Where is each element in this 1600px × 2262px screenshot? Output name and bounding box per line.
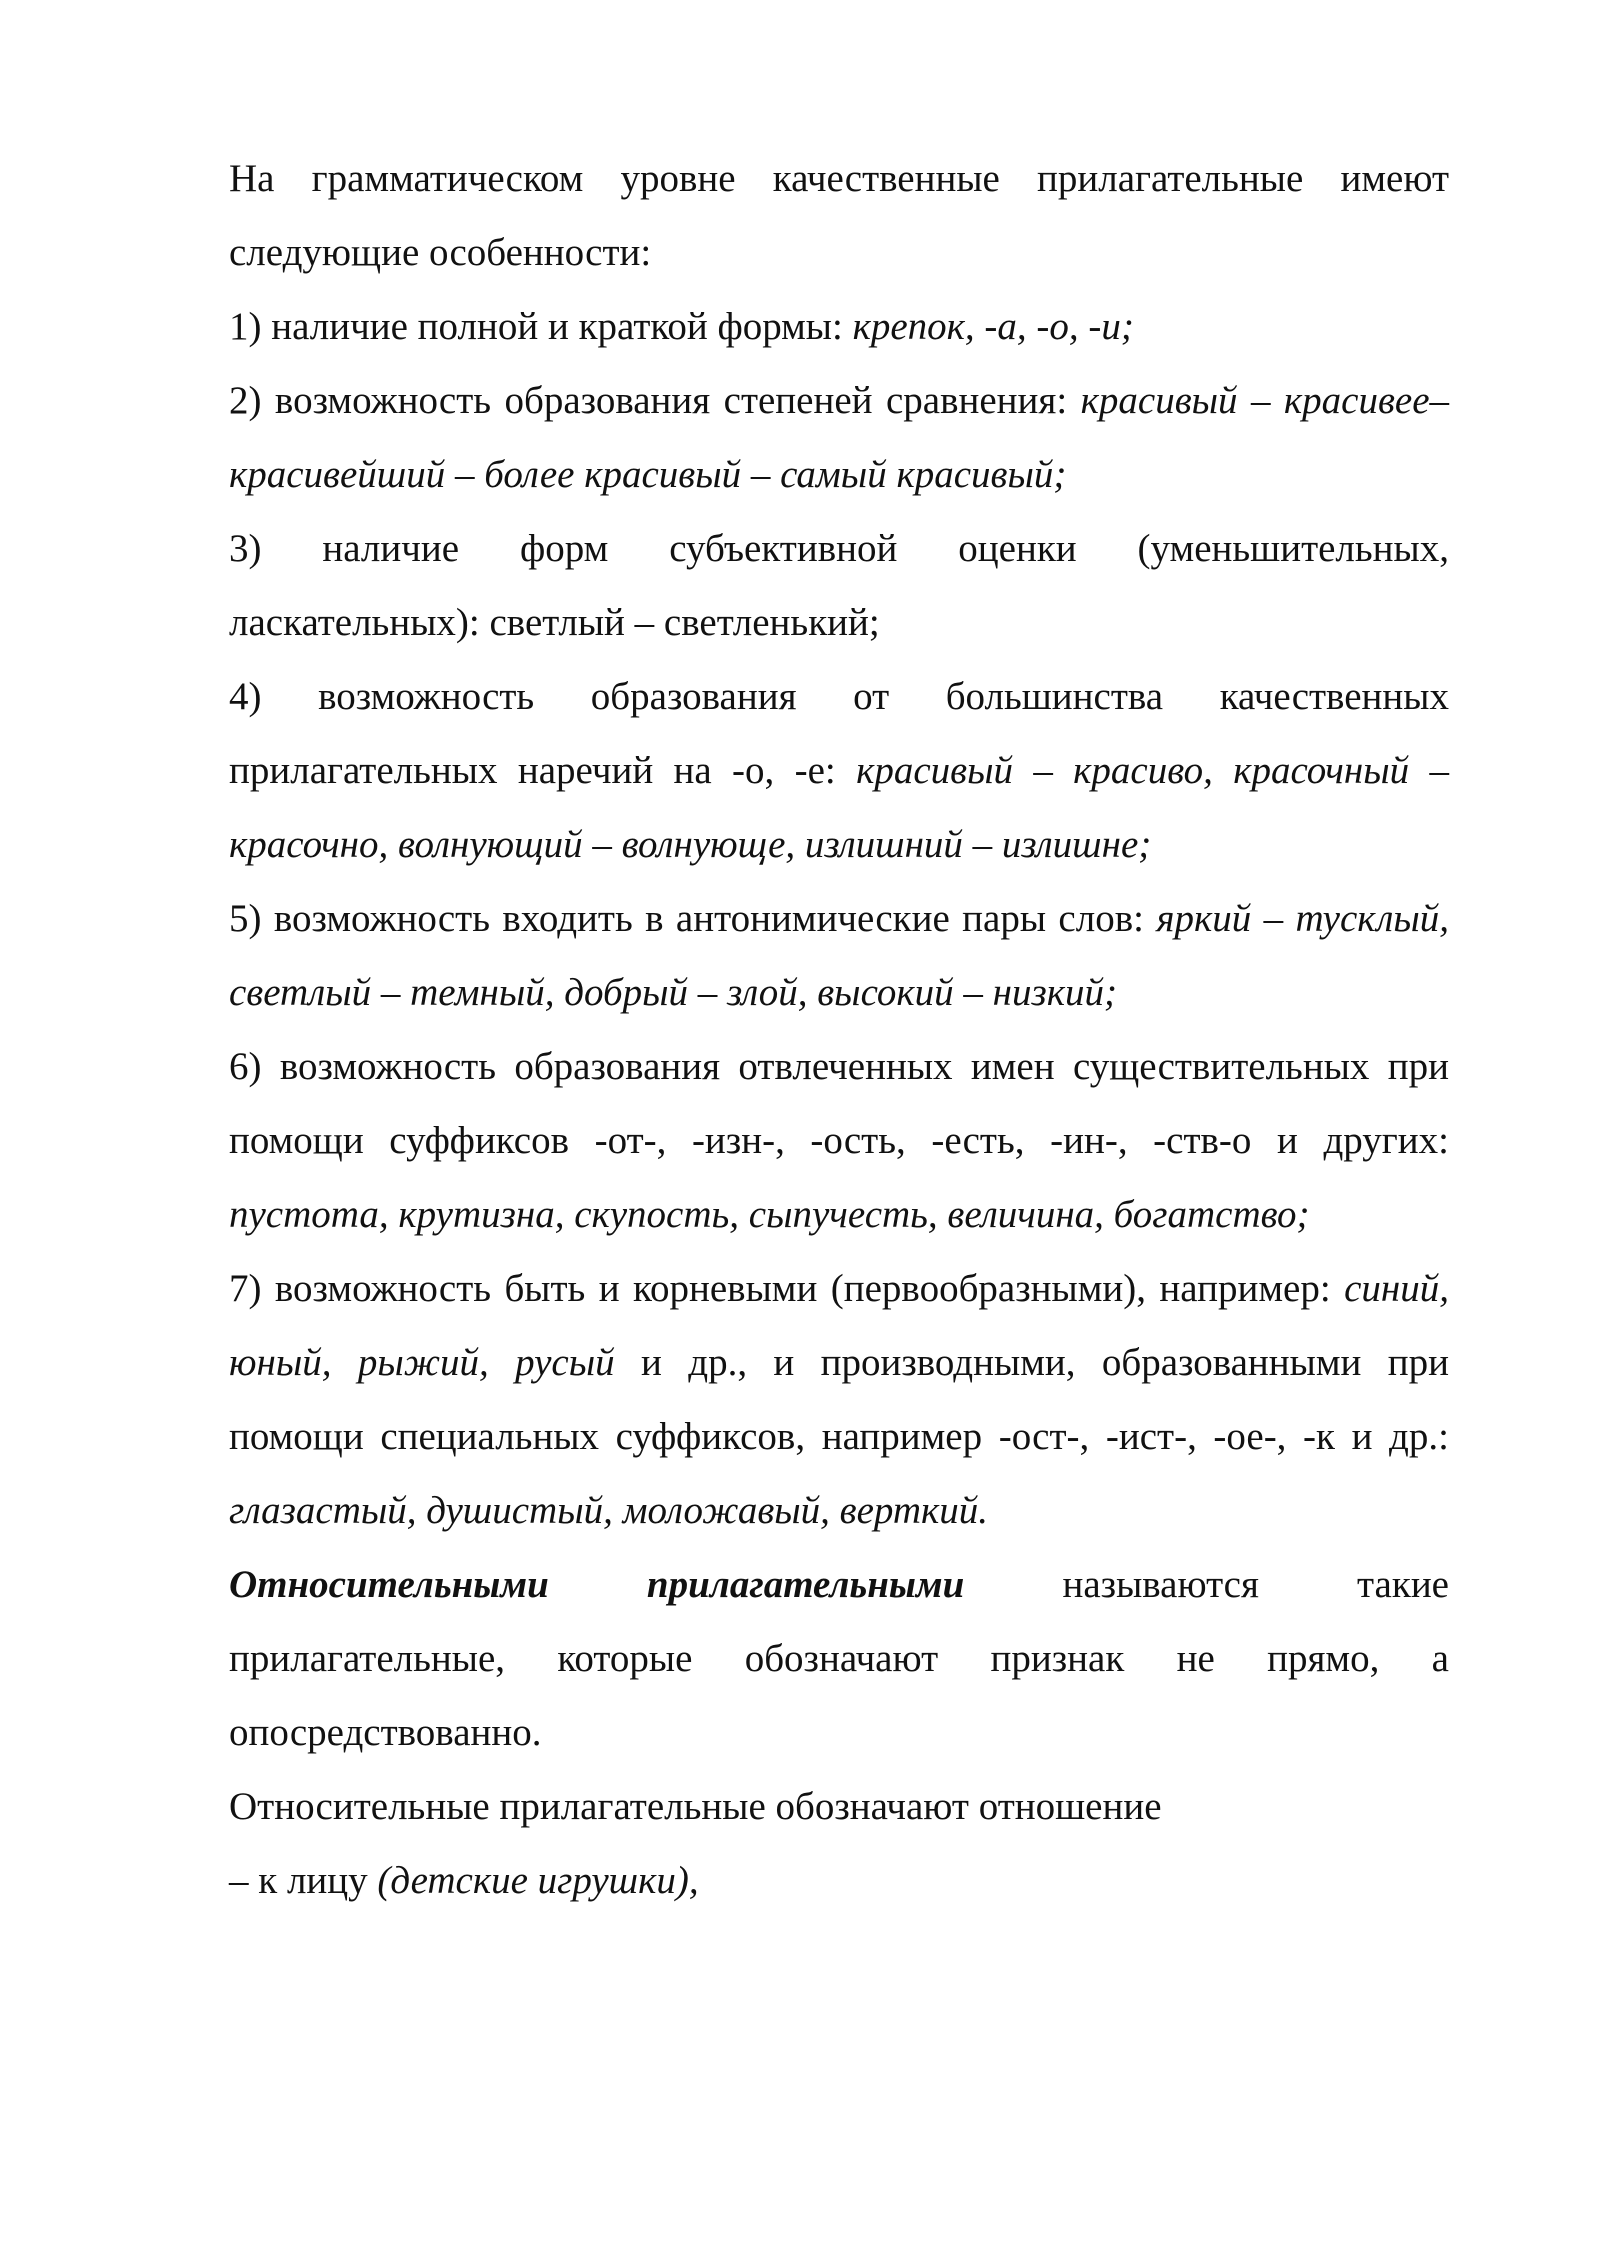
relation-intro — [229, 1770, 1449, 1844]
item-example: красивый – красиво, красочный – красочно, волнующий – волнующе, излишний – излишне; — [229, 749, 1449, 866]
item-example: яркий – тусклый, светлый – темный, добрый – злой, высокий – низкий; — [229, 897, 1449, 1014]
definition-text: называются такие прилагательные, которые обозначают признак не прямо, а опосредствованно. — [229, 1563, 1449, 1754]
list-item-1 — [229, 290, 1449, 364]
item-example: пустота, крутизна, скупость, сыпучесть, величина, богатство; — [229, 1193, 1310, 1236]
item-text: 4) возможность образования от большинства качественных прилагательных наречий на -о, -е: — [229, 675, 1449, 792]
item-text: 3) наличие форм субъективной оценки (уменьшительных, ласкательных): светлый – светленький; — [229, 527, 1449, 644]
item-example: синий, юный, рыжий, русый — [229, 1267, 1449, 1384]
list-item-7 — [229, 1252, 1449, 1548]
relation-example: (детские игрушки), — [377, 1859, 699, 1902]
defined-term: Относительными прилагательными — [229, 1563, 965, 1606]
relation-prefix: – к лицу — [229, 1859, 378, 1902]
item-text: 7) возможность быть и корневыми (первообразными), например: — [229, 1267, 1345, 1310]
item-text: 5) возможность входить в антонимические пары слов: — [229, 897, 1157, 940]
list-item-4 — [229, 660, 1449, 882]
intro-line-2 — [229, 216, 1449, 290]
relative-definition — [229, 1548, 1449, 1770]
document-page — [229, 142, 1449, 1918]
item-example: красивый – красивее– красивейший – более красивый – самый красивый; — [229, 379, 1449, 496]
relation-text: Относительные прилагательные обозначают отношение — [229, 1785, 1162, 1828]
list-item-2 — [229, 364, 1449, 512]
list-item-3 — [229, 512, 1449, 660]
relation-item-person — [229, 1844, 1449, 1918]
item-text: 1) наличие полной и краткой формы: — [229, 305, 853, 348]
intro-text-2: следующие особенности: — [229, 231, 652, 274]
item-text: 2) возможность образования степеней сравнения: — [229, 379, 1081, 422]
item-example: крепок, -а, -о, -и; — [852, 305, 1134, 348]
intro-text-1: На грамматическом уровне качественные прилагательные имеют — [229, 157, 1449, 200]
list-item-6 — [229, 1030, 1449, 1252]
item-text: 6) возможность образования отвлеченных имен существительных при помощи суффиксов -от-, -изн-, -ость, -есть, -ин-, -ств-о и других: — [229, 1045, 1449, 1162]
intro-line-1 — [229, 142, 1449, 216]
list-item-5 — [229, 882, 1449, 1030]
item-example: глазастый, душистый, моложавый, верткий. — [229, 1489, 989, 1532]
item-text: и др., и производными, образованными при помощи специальных суффиксов, например -ост-, -ист-, -ое-, -к и др.: — [229, 1341, 1449, 1458]
